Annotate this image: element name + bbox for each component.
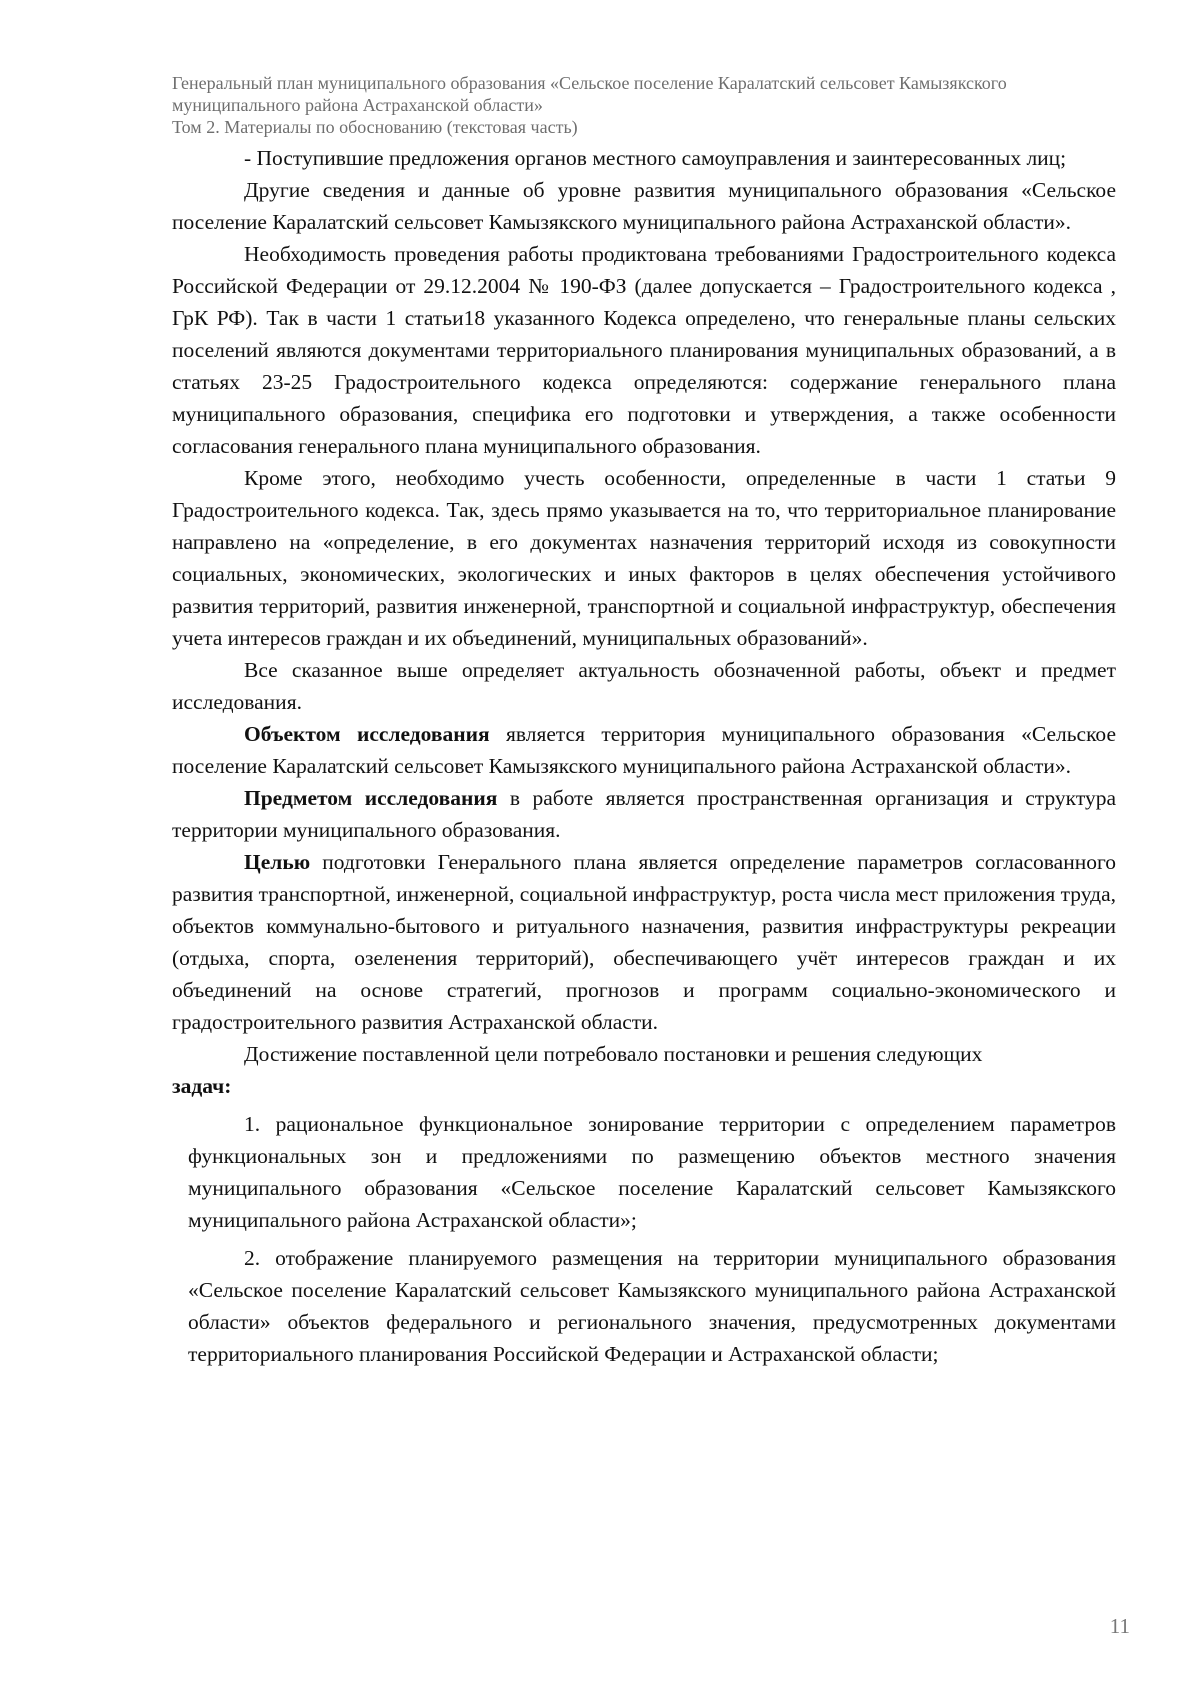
paragraph-subject bbox=[172, 782, 1116, 846]
task-item-2: 2. отображение планируемого размещения на территории муниципального образования «Сельское поселение Каралатский сельсовет Камызякского муниципального района Астраханской области» объектов федерального и регионального значения, предусмотренных документами территориального планирования Российской Федерации и Астраханской области; bbox=[188, 1246, 1116, 1366]
paragraph-achievement: Достижение поставленной цели потребовало постановки и решения следующих bbox=[244, 1042, 983, 1066]
header-line-1: Генеральный план муниципального образования «Сельское поселение Каралатский сельсовет Камызякского bbox=[172, 73, 1007, 93]
paragraph-relevance: Все сказанное выше определяет актуальность обозначенной работы, объект и предмет исследования. bbox=[172, 658, 1116, 714]
subject-term: Предметом исследования bbox=[244, 786, 498, 810]
tasks-label: задач: bbox=[172, 1074, 232, 1098]
body-text bbox=[172, 142, 1116, 1370]
object-definition: является территория муниципального образования «Сельское поселение Каралатский сельсовет Камызякского муниципального района Астраханской области». bbox=[172, 722, 1116, 778]
header-line-2: муниципального района Астраханской области» bbox=[172, 95, 543, 115]
object-term: Объектом исследования bbox=[244, 722, 490, 746]
paragraph-object bbox=[172, 718, 1116, 782]
page-number: 11 bbox=[1109, 1614, 1130, 1638]
goal-definition: подготовки Генерального плана является определение параметров согласованного развития транспортной, инженерной, социальной инфраструктур, роста числа мест приложения труда, объектов коммунально-бытового и ритуального назначения, развития инфраструктуры рекреации (отдыха, спорта, озеленения территорий), обеспечивающего учёт интересов граждан и их объединений на основе стратегий, прогнозов и программ социально-экономического и градостроительного развития Астраханской области. bbox=[172, 850, 1116, 1034]
header-line-3: Том 2. Материалы по обоснованию (текстовая часть) bbox=[172, 117, 578, 137]
paragraph-proposals: - Поступившие предложения органов местного самоуправления и заинтересованных лиц; bbox=[244, 146, 1067, 170]
paragraph-other-data: Другие сведения и данные об уровне развития муниципального образования «Сельское поселение Каралатский сельсовет Камызякского муниципального района Астраханской области». bbox=[172, 178, 1116, 234]
subject-definition: в работе является пространственная организация и структура территории муниципального образования. bbox=[172, 786, 1116, 842]
running-header bbox=[172, 72, 1132, 138]
paragraph-goal bbox=[172, 846, 1116, 1038]
task-item-1: 1. рациональное функциональное зонирование территории с определением параметров функциональных зон и предложениями по размещению объектов местного значения муниципального образования «Сельское поселение Каралатский сельсовет Камызякского муниципального района Астраханской области»; bbox=[188, 1112, 1116, 1232]
goal-term: Целью bbox=[244, 850, 311, 874]
paragraph-besides: Кроме этого, необходимо учесть особенности, определенные в части 1 статьи 9 Градостроительного кодекса. Так, здесь прямо указывается на то, что территориальное планирование направлено на «определение, в его документах назначения территорий исходя из совокупности социальных, экономических, экологических и иных факторов в целях обеспечения устойчивого развития территорий, развития инженерной, транспортной и социальной инфраструктур, обеспечения учета интересов граждан и их объединений, муниципальных образований». bbox=[172, 466, 1116, 650]
paragraph-necessity: Необходимость проведения работы продиктована требованиями Градостроительного кодекса Российской Федерации от 29.12.2004 № 190-ФЗ (далее допускается – Градостроительного кодекса , ГрК РФ). Так в части 1 статьи18 указанного Кодекса определено, что генеральные планы сельских поселений являются документами территориального планирования муниципальных образований, а в статьях 23-25 Градостроительного кодекса определяются: содержание генерального плана муниципального образования, специфика его подготовки и утверждения, а также особенности согласования генерального плана муниципального образования. bbox=[172, 242, 1116, 458]
